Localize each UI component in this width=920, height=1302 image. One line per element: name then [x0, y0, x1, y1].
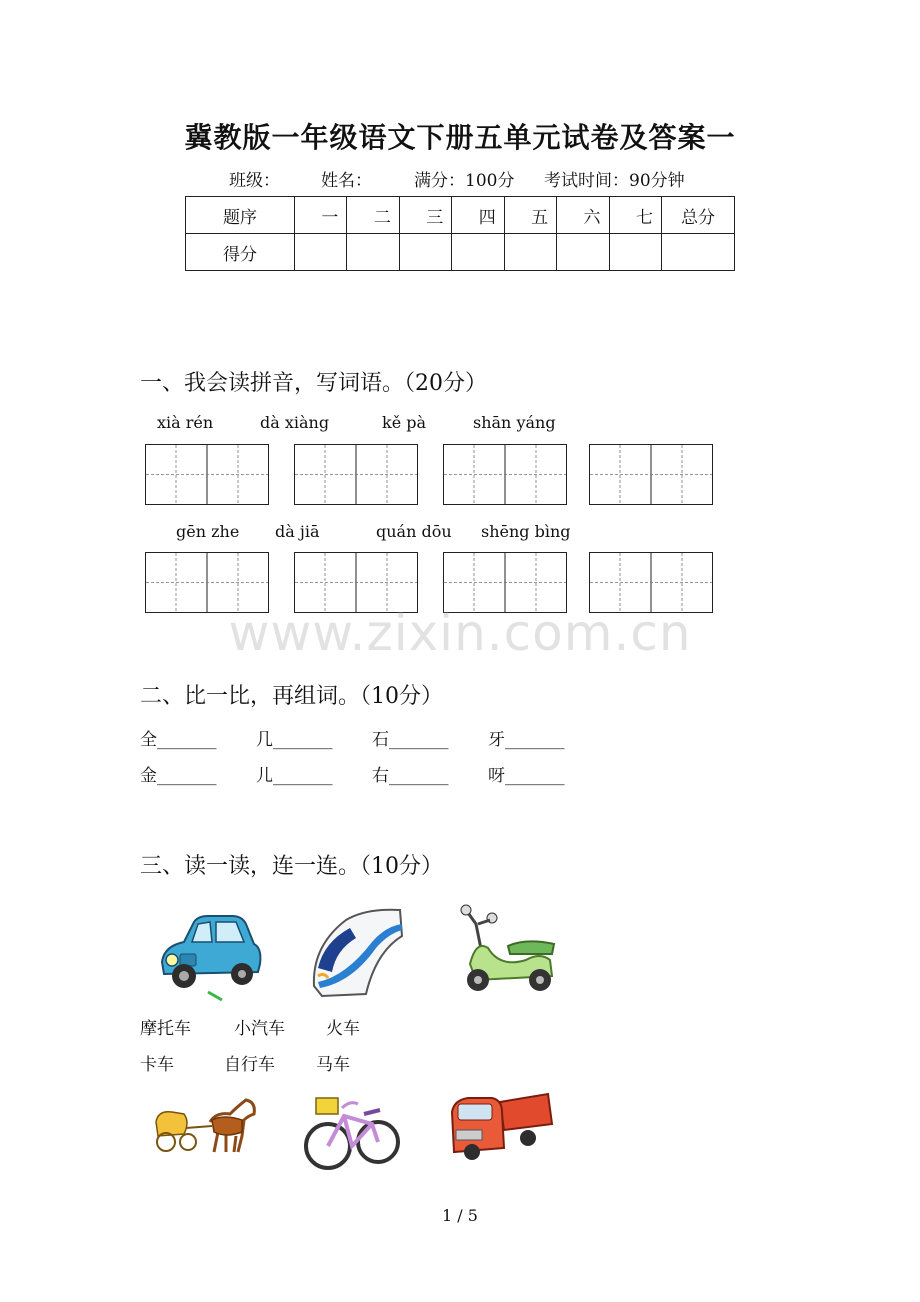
- pinyin-label: quán dōu: [376, 522, 452, 541]
- word-blank[interactable]: 右_______: [372, 766, 449, 786]
- page-number: 1 / 5: [442, 1206, 478, 1225]
- score-table-cell: 三: [399, 197, 451, 234]
- score-table-header-row: [186, 197, 735, 234]
- score-input-cell[interactable]: [452, 234, 504, 271]
- truck-illustration[interactable]: [448, 1086, 554, 1166]
- writing-grid[interactable]: [589, 444, 713, 505]
- pinyin-label: xià rén: [157, 413, 214, 432]
- word-blank[interactable]: 金_______: [140, 766, 217, 786]
- writing-grid[interactable]: [294, 444, 418, 505]
- word-blank[interactable]: 石_______: [372, 730, 449, 750]
- word-compare-row: [0, 761, 920, 785]
- score-input-cell[interactable]: [662, 234, 735, 271]
- car-illustration[interactable]: [150, 910, 265, 1002]
- word-compare-row: [0, 725, 920, 749]
- pinyin-label: dà jiā: [275, 522, 320, 541]
- vehicle-word[interactable]: 卡车: [140, 1055, 174, 1075]
- bicycle-illustration[interactable]: [302, 1080, 402, 1174]
- pinyin-label: kě pà: [382, 413, 427, 432]
- score-input-cell[interactable]: [295, 234, 347, 271]
- writing-grid-lines: [294, 444, 418, 505]
- score-input-cell[interactable]: [399, 234, 451, 271]
- section-2-heading: 二、比一比，再组词。（10分）: [140, 684, 443, 709]
- writing-grid[interactable]: [145, 444, 269, 505]
- writing-grid[interactable]: [443, 444, 567, 505]
- vehicle-word[interactable]: 火车: [326, 1019, 360, 1039]
- score-table-score-row: [186, 234, 735, 271]
- name-label: 姓名：: [321, 171, 372, 191]
- writing-grid-lines: [443, 444, 567, 505]
- score-input-cell[interactable]: [609, 234, 661, 271]
- score-table-cell: 一: [295, 197, 347, 234]
- score-table-cell: 四: [452, 197, 504, 234]
- score-table-cell: 七: [609, 197, 661, 234]
- vehicle-word[interactable]: 马车: [316, 1055, 350, 1075]
- pinyin-label: shēng bìng: [481, 522, 571, 541]
- scooter-illustration[interactable]: [456, 904, 560, 996]
- score-table-cell: 得分: [186, 234, 295, 271]
- score-table-cell: 五: [504, 197, 556, 234]
- score-table: [185, 196, 735, 271]
- section-3-heading: 三、读一读，连一连。（10分）: [140, 854, 443, 879]
- horse-carriage-illustration[interactable]: [150, 1092, 262, 1158]
- score-input-cell[interactable]: [504, 234, 556, 271]
- score-table-cell: 总分: [662, 197, 735, 234]
- score-table-cell: 六: [557, 197, 609, 234]
- vehicle-word[interactable]: 自行车: [224, 1055, 275, 1075]
- score-table-cell: 题序: [186, 197, 295, 234]
- word-blank[interactable]: 呀_______: [488, 766, 565, 786]
- pinyin-label: dà xiàng: [260, 413, 330, 432]
- vehicle-word[interactable]: 小汽车: [234, 1019, 285, 1039]
- word-blank[interactable]: 全_______: [140, 730, 217, 750]
- writing-grid-lines: [145, 444, 269, 505]
- document-title: 冀教版一年级语文下册五单元试卷及答案一: [184, 121, 736, 154]
- word-blank[interactable]: 几_______: [256, 730, 333, 750]
- writing-grid-lines: [589, 444, 713, 505]
- watermark: www.zixin.com.cn: [228, 604, 692, 662]
- full-score-label: 满分：100分: [414, 171, 515, 191]
- section-1-heading: 一、我会读拼音，写词语。（20分）: [140, 371, 487, 396]
- score-input-cell[interactable]: [557, 234, 609, 271]
- class-label: 班级：: [229, 171, 280, 191]
- score-table-cell: 二: [347, 197, 399, 234]
- score-input-cell[interactable]: [347, 234, 399, 271]
- exam-time-label: 考试时间：90分钟: [544, 171, 685, 191]
- pinyin-label: gēn zhe: [176, 522, 240, 541]
- word-blank[interactable]: 牙_______: [488, 730, 565, 750]
- word-blank[interactable]: 儿_______: [256, 766, 333, 786]
- pinyin-label: shān yáng: [473, 413, 556, 432]
- vehicle-word[interactable]: 摩托车: [140, 1019, 191, 1039]
- train-illustration[interactable]: [306, 906, 406, 1002]
